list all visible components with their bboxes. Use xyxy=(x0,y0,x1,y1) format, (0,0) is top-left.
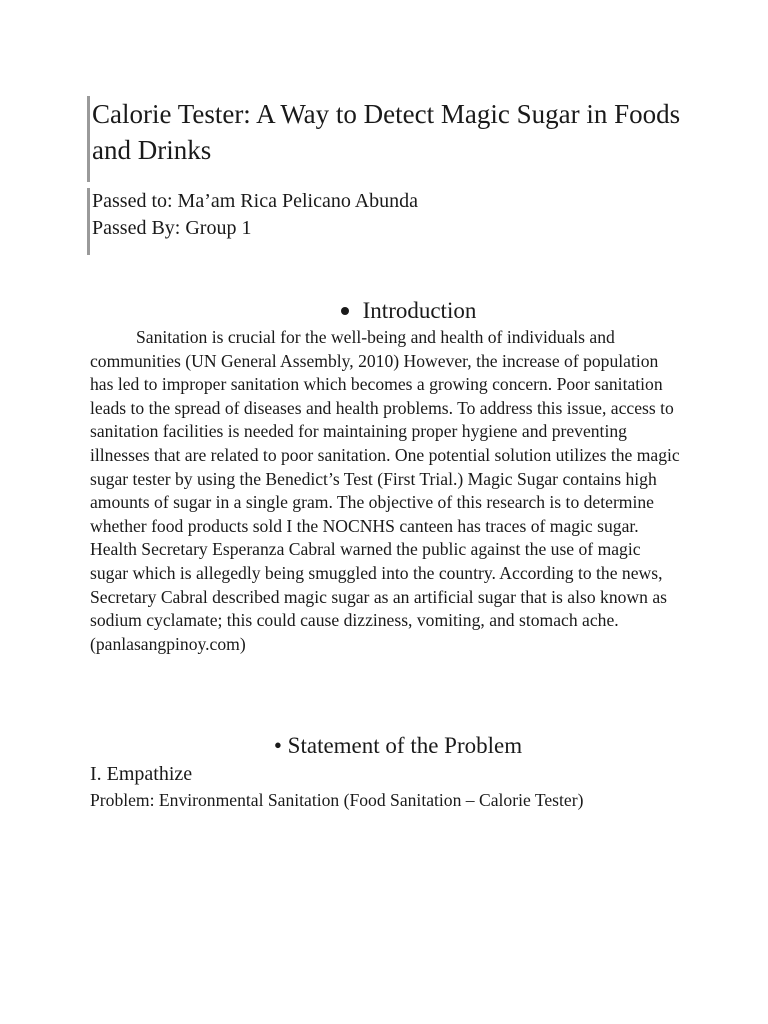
statement-of-problem-heading: • Statement of the Problem xyxy=(273,733,523,758)
introduction-paragraph: Sanitation is crucial for the well-being and health of individuals and communities (UN General Assembly, 2010) However, the increase of population has led to improper sanitation which becomes a growing concern. Poor sanitation leads to the spread of diseases and health problems. To address this issue, access to sanitation facilities is needed for maintaining proper hygiene and preventing illnesses that are related to poor sanitation. One potential solution utilizes the magic sugar tester by using the Benedict’s Test (First Trial.) Magic Sugar contains high amounts of sugar in a single gram. The objective of this research is to determine whether food products sold I the NOCNHS canteen has traces of magic sugar. Health Secretary Esperanza Cabral warned the public against the use of magic sugar which is allegedly being smuggled into the country. According to the news, Secretary Cabral described magic sugar as an artificial sugar that is also known as sodium cyclamate; this could cause dizziness, vomiting, and stomach ache. (panlasangpinoy.com) xyxy=(90,327,680,654)
empathize-subheading: I. Empathize xyxy=(90,763,193,785)
document-title: Calorie Tester: A Way to Detect Magic Sugar in Foods and Drinks xyxy=(92,99,681,165)
title-block xyxy=(87,96,692,182)
passed-by: Passed By: Group 1 xyxy=(92,217,252,239)
introduction-heading xyxy=(0,296,768,326)
passed-to: Passed to: Ma’am Rica Pelicano Abunda xyxy=(92,190,419,212)
submission-info xyxy=(87,188,692,255)
problem-statement: Problem: Environmental Sanitation (Food Sanitation – Calorie Tester) xyxy=(90,790,584,810)
bullet-icon xyxy=(341,307,349,315)
introduction-heading-text: Introduction xyxy=(362,298,477,323)
